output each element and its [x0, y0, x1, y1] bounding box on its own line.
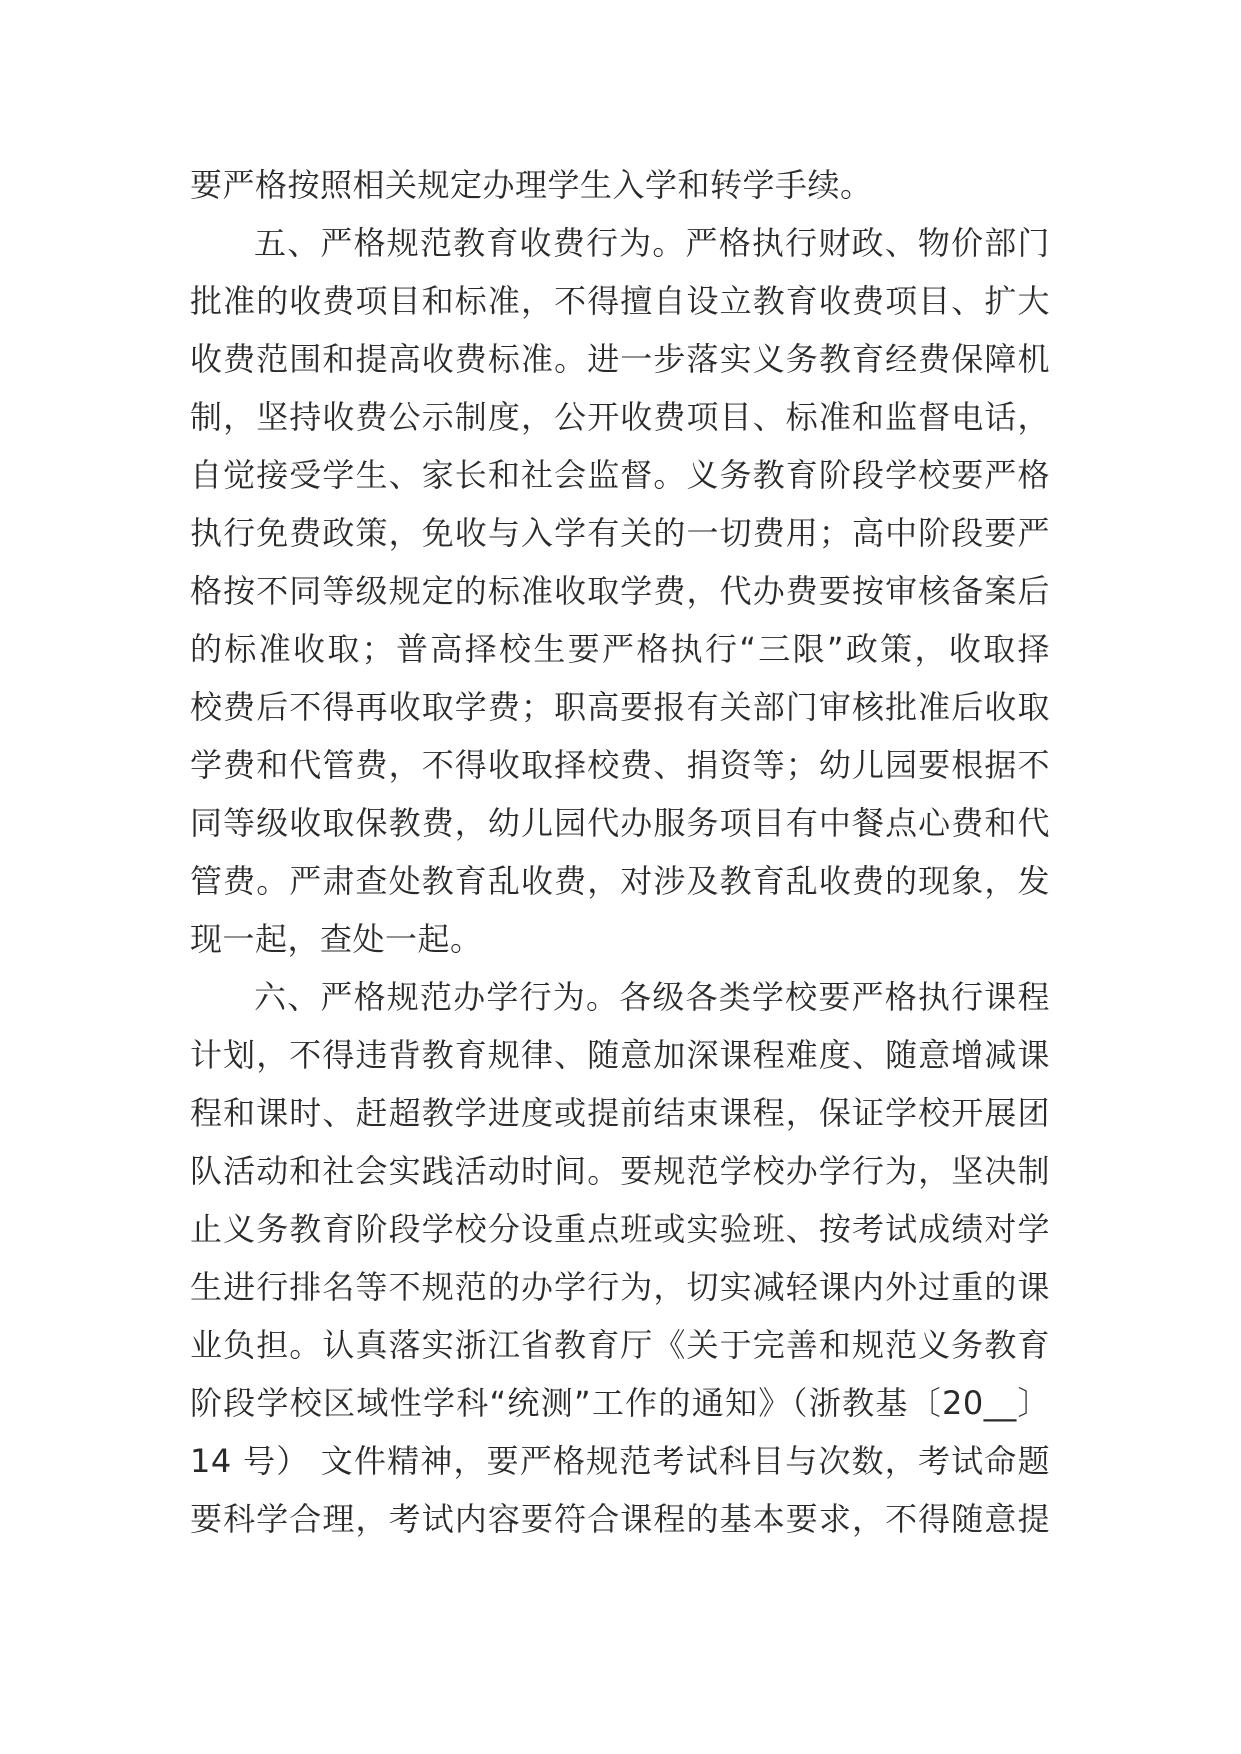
text-line: 业负担。认真落实浙江省教育厅《关于完善和规范义务教育 [190, 1326, 1050, 1364]
text-line: 计划，不得违背教育规律、随意加深课程难度、随意增减课 [190, 1036, 1050, 1074]
text-line: 管费。严肃查处教育乱收费，对涉及教育乱收费的现象，发 [190, 862, 1050, 900]
text-line: 五、严格规范教育收费行为。严格执行财政、物价部门 [254, 224, 1050, 262]
text-line: 现一起，查处一起。 [190, 920, 483, 958]
text-line: 要严格按照相关规定办理学生入学和转学手续。 [190, 166, 873, 204]
text-line: 程和课时、赶超教学进度或提前结束课程，保证学校开展团 [190, 1094, 1050, 1132]
text-line: 自觉接受学生、家长和社会监督。义务教育阶段学校要严格 [190, 456, 1050, 494]
text-line: 批准的收费项目和标准，不得擅自设立教育收费项目、扩大 [190, 282, 1050, 320]
text-line: 止义务教育阶段学校分设重点班或实验班、按考试成绩对学 [190, 1210, 1050, 1248]
text-line: 校费后不得再收取学费；职高要报有关部门审核批准后收取 [190, 688, 1050, 726]
text-line: 的标准收取；普高择校生要严格执行“三限”政策，收取择 [190, 630, 1050, 668]
text-line: 执行免费政策，免收与入学有关的一切费用；高中阶段要严 [190, 514, 1050, 552]
paragraph-3 [190, 968, 1050, 1548]
text-line: 队活动和社会实践活动时间。要规范学校办学行为，坚决制 [190, 1152, 1050, 1190]
text-line: 14 号） 文件精神，要严格规范考试科目与次数，考试命题 [190, 1442, 1050, 1480]
text-line: 六、严格规范办学行为。各级各类学校要严格执行课程 [254, 978, 1050, 1016]
document-body [190, 156, 1050, 1548]
text-line: 收费范围和提高收费标准。进一步落实义务教育经费保障机 [190, 340, 1050, 378]
text-line: 格按不同等级规定的标准收取学费，代办费要按审核备案后 [190, 572, 1050, 610]
text-line: 制，坚持收费公示制度，公开收费项目、标准和监督电话， [190, 398, 1050, 436]
text-line: 同等级收取保教费，幼儿园代办服务项目有中餐点心费和代 [190, 804, 1050, 842]
text-line: 阶段学校区域性学科“统测”工作的通知》（浙教基〔20__〕 [190, 1384, 1050, 1422]
text-line: 要科学合理，考试内容要符合课程的基本要求，不得随意提 [190, 1500, 1050, 1538]
text-line: 生进行排名等不规范的办学行为，切实减轻课内外过重的课 [190, 1268, 1050, 1306]
paragraph-2 [190, 214, 1050, 968]
paragraph-1 [190, 156, 1050, 214]
text-line: 学费和代管费，不得收取择校费、捐资等；幼儿园要根据不 [190, 746, 1050, 784]
